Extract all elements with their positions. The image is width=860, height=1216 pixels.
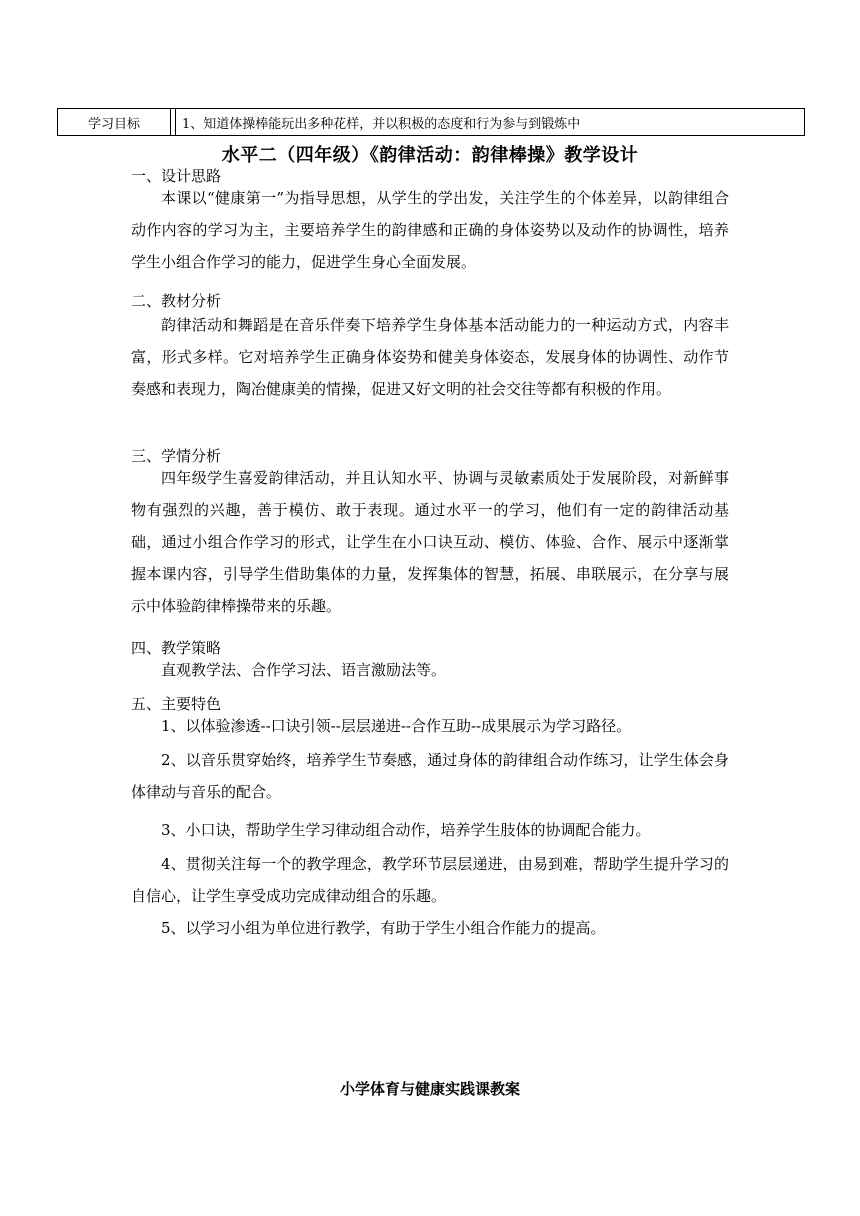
feature-item-3: 3、小口诀，帮助学生学习律动组合动作，培养学生肢体的协调配合能力。 bbox=[161, 821, 651, 839]
section-heading-strategy: 四、教学策略 bbox=[131, 639, 222, 657]
feature-item-5: 5、以学习小组为单位进行教学，有助于学生小组合作能力的提高。 bbox=[161, 919, 606, 937]
section-heading-material: 二、教材分析 bbox=[131, 292, 222, 310]
section-heading-students: 三、学情分析 bbox=[131, 447, 222, 465]
section-paragraph-design: 本课以“健康第一”为指导思想，从学生的学出发，关注学生的个体差异，以韵律组合动作内容的学习为主，主要培养学生的韵律感和正确的身体姿势以及动作的协调性，培养学生小组合作学习的能力，促进学生身心全面发展。 bbox=[131, 189, 729, 271]
section-heading-features: 五、主要特色 bbox=[131, 695, 222, 713]
objective-value: 1、知道体操棒能玩出多种花样，并以积极的态度和行为参与到锻炼中 bbox=[182, 116, 581, 132]
section-paragraph-students: 四年级学生喜爱韵律活动，并且认知水平、协调与灵敏素质处于发展阶段，对新鲜事物有强烈的兴趣，善于模仿、敢于表现。通过水平一的学习，他们有一定的韵律活动基础，通过小组合作学习的形式，让学生在小口诀互动、模仿、体验、合作、展示中逐渐掌握本课内容，引导学生借助集体的力量，发挥集体的智慧，拓展、串联展示，在分享与展示中体验韵律棒操带来的乐趣。 bbox=[131, 469, 729, 615]
document-title: 水平二（四年级）《韵律活动：韵律棒操》教学设计 bbox=[221, 145, 639, 166]
footer-title: 小学体育与健康实践课教案 bbox=[339, 1080, 520, 1098]
learning-objective-table bbox=[57, 108, 805, 136]
section-paragraph-material: 韵律活动和舞蹈是在音乐伴奏下培养学生身体基本活动能力的一种运动方式，内容丰富，形式多样。它对培养学生正确身体姿势和健美身体姿态，发展身体的协调性、动作节奏感和表现力，陶冶健康美的情操，促进又好文明的社会交往等都有积极的作用。 bbox=[131, 316, 729, 398]
objective-label: 学习目标 bbox=[58, 109, 171, 135]
section-paragraph-strategy: 直观教学法、合作学习法、语言激励法等。 bbox=[161, 661, 447, 679]
feature-item-4: 4、贯彻关注每一个的教学理念，教学环节层层递进，由易到难，帮助学生提升学习的自信心，让学生享受成功完成律动组合的乐趣。 bbox=[131, 855, 729, 905]
feature-item-2: 2、以音乐贯穿始终，培养学生节奏感，通过身体的韵律组合动作练习，让学生体会身体律动与音乐的配合。 bbox=[131, 751, 729, 801]
section-heading-design: 一、设计思路 bbox=[131, 167, 222, 185]
feature-item-1: 1、以体验渗透--口诀引领--层层递进--合作互助--成果展示为学习路径。 bbox=[161, 717, 632, 735]
